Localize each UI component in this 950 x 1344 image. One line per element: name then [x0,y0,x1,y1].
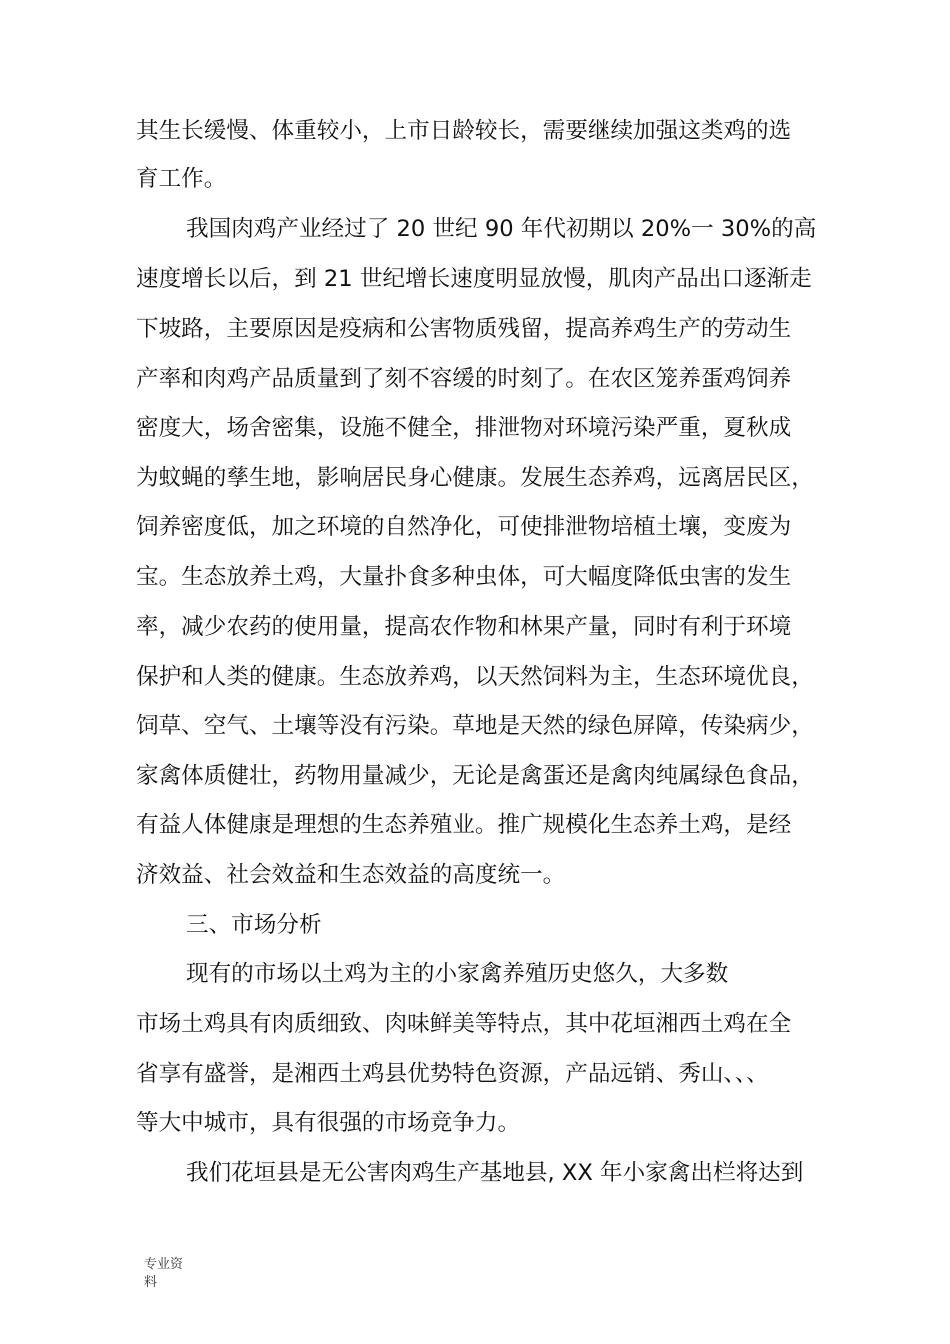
text-line: 家禽体质健壮，药物用量减少，无论是禽蛋还是禽肉纯属绿色食品， [136,763,814,789]
text-line: 率，减少农药的使用量，提高农作物和林果产量，同时有利于环境 [136,614,792,640]
section-heading: 三、市场分析 [186,912,322,938]
paragraph-start-line: 现有的市场以土鸡为主的小家禽养殖历史悠久，大多数 [186,961,729,987]
text-line: 饲草、空气、土壤等没有污染。草地是天然的绿色屏障，传染病少， [136,713,814,739]
text-line: 省享有盛誉，是湘西土鸡县优势特色资源，产品远销、秀山、、、 [136,1061,769,1087]
paragraph-start-line: 我们花垣县是无公害肉鸡生产基地县, XX 年小家禽出栏将达到 [186,1160,804,1186]
text-line: 产率和肉鸡产品质量到了刻不容缓的时刻了。在农区笼养蛋鸡饲养 [136,366,792,392]
text-line: 其生长缓慢、体重较小，上市日龄较长，需要继续加强这类鸡的选 [136,118,792,144]
text-line: 济效益、社会效益和生态效益的高度统一。 [136,862,566,888]
text-line: 育工作。 [136,166,227,192]
text-line: 为蚊蝇的孳生地，影响居民身心健康。发展生态养鸡，远离居民区， [136,465,814,491]
text-line: 市场土鸡具有肉质细致、肉味鲜美等特点，其中花垣湘西土鸡在全 [136,1011,792,1037]
text-line: 保护和人类的健康。生态放养鸡，以天然饲料为主，生态环境优良， [136,664,814,690]
text-line: 等大中城市，具有很强的市场竞争力。 [136,1110,521,1136]
footer-text: 料 [144,1275,158,1290]
text-line: 下坡路，主要原因是疫病和公害物质残留，提高养鸡生产的劳动生 [136,316,792,342]
text-line: 宝。生态放养土鸡，大量扑食多种虫体，可大幅度降低虫害的发生 [136,564,792,590]
text-line: 密度大，场舍密集，设施不健全，排泄物对环境污染严重，夏秋成 [136,415,792,441]
text-line: 有益人体健康是理想的生态养殖业。推广规模化生态养土鸡，是经 [136,812,792,838]
text-line: 饲养密度低，加之环境的自然净化，可使排泄物培植土壤，变废为 [136,514,792,540]
text-line: 速度增长以后，到 21 世纪增长速度明显放慢，肌肉产品出口逐渐走 [136,266,812,292]
paragraph-start-line: 我国肉鸡产业经过了 20 世纪 90 年代初期以 20%一 30%的高 [186,216,817,242]
footer-text: 专业资 [144,1257,184,1272]
